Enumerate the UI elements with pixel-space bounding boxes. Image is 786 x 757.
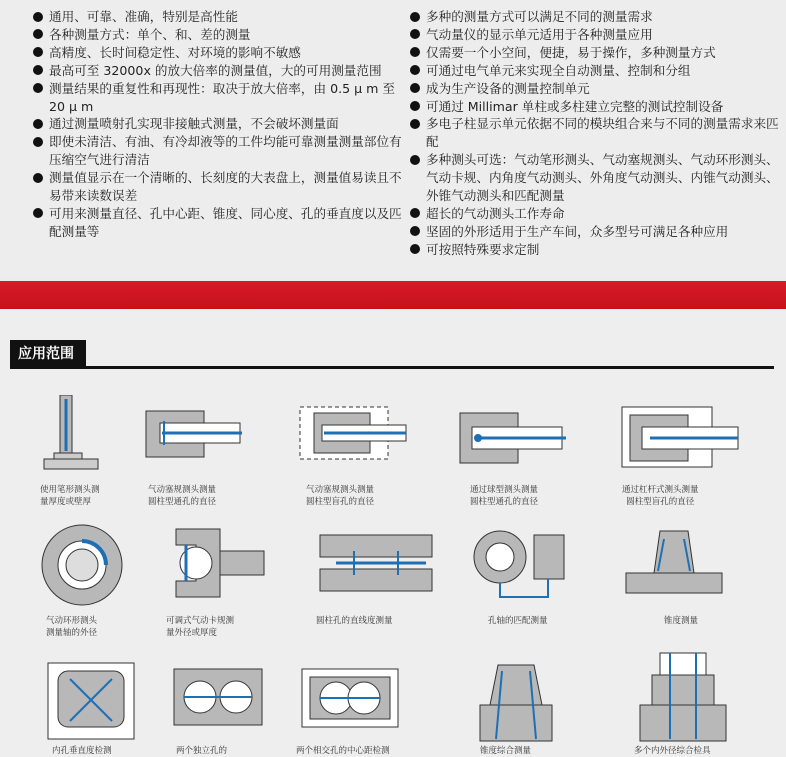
ball-probe-through-hole-diagram — [456, 405, 568, 471]
feature-item: 可通过 Millimar 单柱或多柱建立完整的测试控制设备 — [410, 98, 780, 116]
diagram-caption: 锥度综合测量 — [480, 746, 532, 756]
bullet-icon — [410, 226, 420, 236]
bullet-icon — [410, 83, 420, 93]
feature-item: 可用来测量直径、孔中心距、锥度、同心度、孔的垂直度以及匹配测量等 — [33, 205, 403, 241]
red-divider-bar — [0, 281, 786, 309]
lever-probe-blind-hole-diagram — [620, 405, 740, 471]
feature-item: 多种的测量方式可以满足不同的测量需求 — [410, 8, 780, 26]
two-independent-holes-diagram — [172, 667, 264, 727]
cylinder-straightness-diagram — [316, 531, 436, 595]
bullet-icon — [33, 12, 43, 22]
diagram-caption: 锥度测量 — [664, 616, 699, 626]
bullet-icon — [33, 208, 43, 218]
bullet-icon — [410, 12, 420, 22]
bullet-icon — [410, 47, 420, 57]
diagram-caption: 圆柱孔的直线度测量 — [316, 616, 393, 626]
hole-shaft-match-diagram — [470, 527, 570, 603]
bullet-icon — [33, 29, 43, 39]
bullet-icon — [33, 83, 43, 93]
feature-item: 测量结果的重复性和再现性：取决于放大倍率，由 0.5 μ m 至 20 μ m — [33, 80, 403, 116]
diagram-caption: 气动塞规测头测量 圆柱型通孔的直径 — [148, 485, 217, 507]
feature-item: 各种测量方式：单个、和、差的测量 — [33, 26, 403, 44]
feature-item: 超长的气动测头工作寿命 — [410, 205, 780, 223]
bullet-icon — [33, 137, 43, 147]
feature-item: 仅需要一个小空间，便捷，易于操作，多种测量方式 — [410, 44, 780, 62]
diagram-caption: 通过球型测头测量 圆柱型通孔的直径 — [470, 485, 539, 507]
feature-item: 可按照特殊要求定制 — [410, 241, 780, 259]
multi-diameter-gauge-diagram — [630, 649, 736, 745]
bullet-icon — [33, 173, 43, 183]
feature-item: 高精度、长时间稳定性、对环境的影响不敏感 — [33, 44, 403, 62]
diagram-caption: 使用笔形测头测 量厚度或壁厚 — [40, 485, 100, 507]
diagram-caption: 多个内外径综合检具 — [634, 746, 711, 756]
bullet-icon — [410, 29, 420, 39]
diagram-caption: 气动塞规测头测量 圆柱型盲孔的直径 — [306, 485, 375, 507]
features-panel — [0, 0, 786, 278]
plug-gauge-blind-hole-diagram — [298, 405, 408, 463]
section-title: 应用范围 — [10, 340, 86, 368]
feature-item: 成为生产设备的测量控制单元 — [410, 80, 780, 98]
diagram-caption: 可调式气动卡规测 量外径或厚度 — [166, 616, 235, 638]
bullet-icon — [410, 119, 420, 129]
plug-gauge-through-hole-diagram — [138, 405, 242, 463]
diagram-caption: 两个独立孔的 — [176, 746, 228, 756]
feature-item: 最高可至 32000x 的放大倍率的测量值，大的可用测量范围 — [33, 62, 403, 80]
bullet-icon — [33, 47, 43, 57]
section-underline — [10, 366, 774, 369]
pen-probe-thickness-diagram — [40, 395, 102, 475]
feature-item: 即使未清洁、有油、有冷却液等的工件均能可靠测量测量部位有压缩空气进行清洁 — [33, 133, 403, 169]
snap-gauge-diagram — [166, 523, 266, 603]
bullet-icon — [33, 119, 43, 129]
feature-item: 测量值显示在一个清晰的、长刻度的大表盘上，测量值易读且不易带来读数误差 — [33, 169, 403, 205]
feature-item: 气动量仪的显示单元适用于各种测量应用 — [410, 26, 780, 44]
feature-item: 可通过电气单元来实现全自动测量、控制和分组 — [410, 62, 780, 80]
feature-item: 通用、可靠、准确，特别是高性能 — [33, 8, 403, 26]
two-intersecting-holes-diagram — [300, 667, 400, 729]
taper-diagram — [624, 527, 724, 595]
bullet-icon — [410, 65, 420, 75]
feature-item: 多电子柱显示单元依据不同的模块组合来与不同的测量需求来匹配 — [410, 115, 780, 151]
diagram-caption: 两个相交孔的中心距检测 — [296, 746, 390, 756]
feature-item: 通过测量喷射孔实现非接触式测量，不会破坏测量面 — [33, 115, 403, 133]
feature-item: 多种测头可选：气动笔形测头、气动塞规测头、气动环形测头、气动卡规、内角度气动测头、外角度气动测头、内锥气动测头、外锥气动测头和匹配测量 — [410, 151, 780, 205]
application-section — [0, 309, 786, 757]
bullet-icon — [410, 101, 420, 111]
perpendicularity-diagram — [46, 661, 136, 741]
feature-item: 坚固的外形适用于生产车间，众多型号可满足各种应用 — [410, 223, 780, 241]
bullet-icon — [33, 65, 43, 75]
bullet-icon — [410, 208, 420, 218]
bullet-icon — [410, 244, 420, 254]
taper-combined-diagram — [476, 661, 556, 745]
diagram-caption: 气动环形测头 测量轴的外径 — [46, 616, 98, 638]
diagram-caption: 内孔垂直度检测 — [52, 746, 112, 756]
features-right-column — [410, 8, 780, 259]
ring-probe-diagram — [40, 523, 124, 607]
bullet-icon — [410, 155, 420, 165]
diagram-caption: 通过杠杆式测头测量 圆柱型盲孔的直径 — [622, 485, 699, 507]
features-left-column — [33, 8, 403, 241]
diagram-caption: 孔轴的匹配测量 — [488, 616, 548, 626]
